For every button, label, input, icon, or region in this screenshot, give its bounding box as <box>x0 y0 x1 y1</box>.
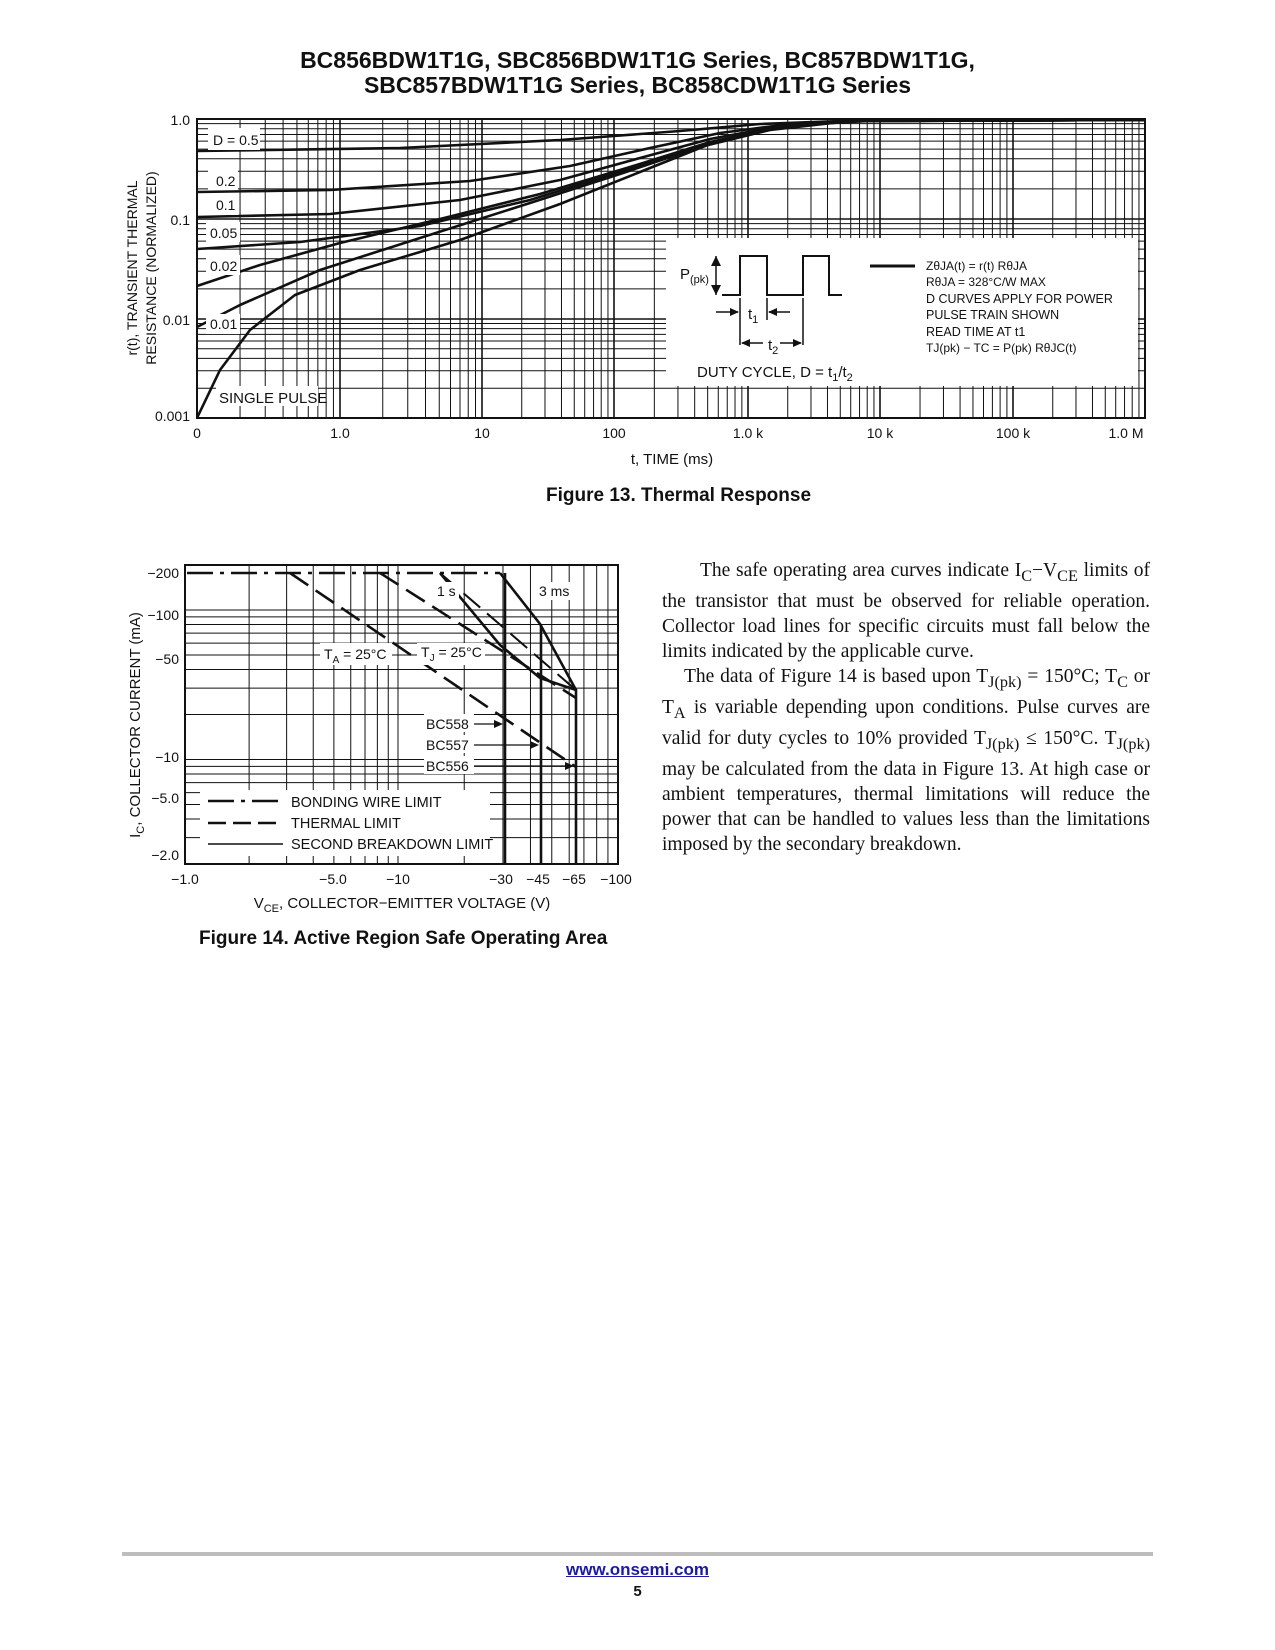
duty-cycle-label: DUTY CYCLE, $D = t_1/t_2$ <box>697 364 853 384</box>
f14-x-tick-4: −30 <box>489 871 513 887</box>
x-tick-0: 0 <box>193 425 201 441</box>
f14-y-axis-label: $I_C$, COLLECTOR CURRENT (mA) <box>127 612 147 838</box>
x-tick-4: 1.0 k <box>732 425 764 441</box>
f14-x-tick-5: −45 <box>526 871 550 887</box>
annotation-1s: 1 s <box>437 583 456 599</box>
pulse-t1-label: $t_1$ <box>748 306 759 326</box>
f14-y-tick-1: −200 <box>147 565 179 581</box>
curve-label-d001: 0.01 <box>210 316 238 332</box>
curve-label-d002: 0.02 <box>210 258 238 274</box>
y-tick-4: 0.001 <box>154 408 190 424</box>
legend-bonding-wire: BONDING WIRE LIMIT <box>291 795 442 811</box>
footer-website-link[interactable]: www.onsemi.com <box>566 1560 709 1579</box>
curve-label-single-pulse: SINGLE PULSE <box>219 390 328 407</box>
f14-y-tick-5: −5.0 <box>151 790 179 806</box>
f14-y-tick-6: −2.0 <box>151 847 179 863</box>
y-tick-3: 0.01 <box>162 312 190 328</box>
title-line-2: SBC857BDW1T1G Series, BC858CDW1T1G Series <box>363 72 912 98</box>
y-axis-label-line1: r(t), TRANSIENT THERMAL <box>124 180 140 356</box>
curve-label-d02: 0.2 <box>216 173 236 189</box>
legend-line-2: RθJA = 328°C/W MAX <box>926 275 1046 289</box>
curve-label-d05: D = 0.5 <box>213 132 259 148</box>
figure13-caption: Figure 13. Thermal Response <box>546 485 812 506</box>
f14-y-tick-2: −100 <box>147 607 179 623</box>
annotation-ta: $T_A = 25^\circ C$ <box>324 646 387 666</box>
figure14-chart <box>0 0 650 960</box>
x-axis-label: t, TIME (ms) <box>630 451 714 468</box>
f14-x-tick-7: −100 <box>600 871 632 887</box>
paragraph-2: The data of Figure 14 is based upon $T_{J(pk)} = 150^\circ C$; $T_C$ or $T_A$ is variable depending upon conditions. Pulse curves are valid for duty cycles to 10% provided $T_{J(pk)} \le 150^\circ C$. $T_{J(pk)}$ may be calculated from the data in Figure 13. At high case or ambient temperatures, thermal limitations will reduce the power that can be handled to values less than the limitations imposed by the secondary breakdown. <box>662 665 1151 855</box>
legend-second-breakdown: SECOND BREAKDOWN LIMIT <box>291 837 494 853</box>
f14-x-tick-6: −65 <box>562 871 586 887</box>
f14-x-axis-label: $V_{CE}$, COLLECTOR−EMITTER VOLTAGE (V) <box>253 895 551 915</box>
x-tick-2: 10 <box>474 425 490 441</box>
device-label-bc557: BC557 <box>426 737 469 753</box>
y-tick-2: 0.1 <box>170 212 190 228</box>
pulse-t2-label: $t_2$ <box>768 337 779 357</box>
f14-y-tick-3: −50 <box>155 651 179 667</box>
f14-x-tick-3: −10 <box>386 871 410 887</box>
legend-line-4: PULSE TRAIN SHOWN <box>926 308 1060 322</box>
y-tick-1: 1.0 <box>170 112 190 128</box>
x-tick-5: 10 k <box>866 425 894 441</box>
annotation-tj: $T_J = 25^\circ C$ <box>421 644 482 664</box>
figure14-caption: Figure 14. Active Region Safe Operating Area <box>199 928 608 949</box>
legend-line-3: D CURVES APPLY FOR POWER <box>926 292 1113 306</box>
annotation-3ms: 3 ms <box>539 583 570 599</box>
f14-x-tick-2: −5.0 <box>319 871 347 887</box>
x-tick-1: 1.0 <box>330 425 350 441</box>
pulse-ppk-label: $P_{(pk)}$ <box>680 266 709 286</box>
x-tick-6: 100 k <box>995 425 1031 441</box>
legend-line-6: TJ(pk) − TC = P(pk) RθJC(t) <box>926 341 1077 355</box>
paragraph-1: The safe operating area curves indicate $I_C-V_{CE}$ limits of the transistor that must be observed for reliable operation. Collector load lines for specific circuits must fall below the limits indicated by the applicable curve. <box>662 560 1151 662</box>
x-tick-3: 100 <box>602 425 626 441</box>
f14-y-tick-4: −10 <box>155 749 179 765</box>
title-line-1: BC856BDW1T1G, SBC856BDW1T1G Series, BC857BDW1T1G, <box>300 47 975 73</box>
legend-thermal: THERMAL LIMIT <box>291 816 401 832</box>
x-tick-7: 1.0 M <box>1108 425 1144 441</box>
footer-divider <box>122 1552 1153 1556</box>
device-label-bc558: BC558 <box>426 716 469 732</box>
device-label-bc556: BC556 <box>426 758 469 774</box>
curve-label-d01: 0.1 <box>216 197 236 213</box>
legend-line-1: ZθJA(t) = r(t) RθJA <box>926 259 1028 273</box>
y-axis-label-line2: RESISTANCE (NORMALIZED) <box>143 171 159 365</box>
curve-label-d005: 0.05 <box>210 225 238 241</box>
body-text <box>662 558 1150 857</box>
page-number: 5 <box>633 1583 642 1600</box>
legend-line-5: READ TIME AT t1 <box>926 325 1026 339</box>
f14-x-tick-1: −1.0 <box>171 871 199 887</box>
